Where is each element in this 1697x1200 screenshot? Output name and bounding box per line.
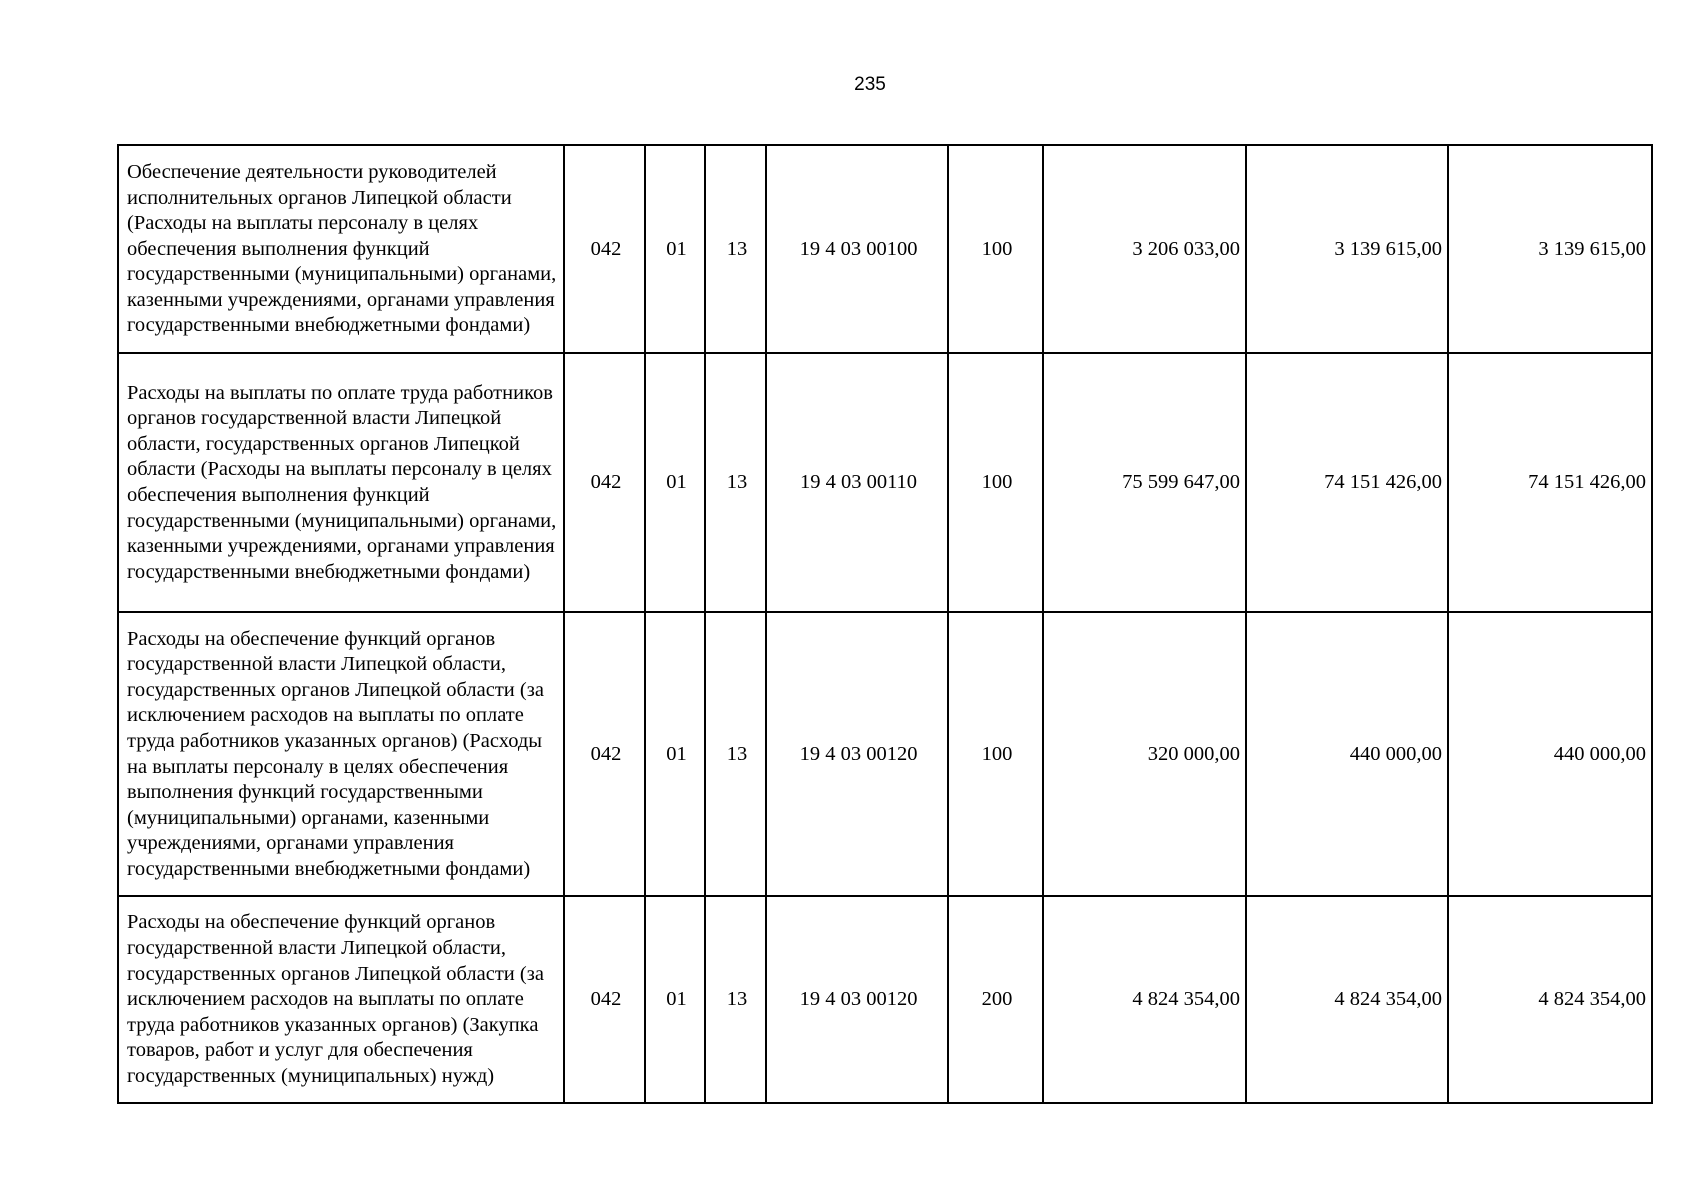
- grbs-code: 042: [564, 612, 645, 896]
- grbs-code: 042: [564, 896, 645, 1103]
- amount-year-2: 74 151 426,00: [1246, 353, 1448, 612]
- amount-year-1: 75 599 647,00: [1043, 353, 1246, 612]
- amount-year-1: 320 000,00: [1043, 612, 1246, 896]
- section-code: 01: [645, 612, 705, 896]
- target-article-code: 19 4 03 00120: [766, 612, 948, 896]
- subsection-code: 13: [705, 145, 766, 353]
- expense-description: Расходы на обеспечение функций органов государственной власти Липецкой области, государственных органов Липецкой области (за исключением расходов на выплаты по оплате труда работников указанных органов) (Расходы на выплаты персоналу в целях обеспечения выполнения функций государственными (муниципальными) органами, казенными учреждениями, органами управления государственными внебюджетными фондами): [118, 612, 564, 896]
- amount-year-2: 4 824 354,00: [1246, 896, 1448, 1103]
- subsection-code: 13: [705, 612, 766, 896]
- subsection-code: 13: [705, 353, 766, 612]
- table-row: [118, 896, 1652, 1103]
- amount-year-3: 4 824 354,00: [1448, 896, 1652, 1103]
- section-code: 01: [645, 353, 705, 612]
- table-row: [118, 353, 1652, 612]
- amount-year-1: 4 824 354,00: [1043, 896, 1246, 1103]
- expense-type-code: 100: [948, 612, 1043, 896]
- expense-description: Расходы на обеспечение функций органов государственной власти Липецкой области, государственных органов Липецкой области (за исключением расходов на выплаты по оплате труда работников указанных органов) (Закупка товаров, работ и услуг для обеспечения государственных (муниципальных) нужд): [118, 896, 564, 1103]
- amount-year-3: 74 151 426,00: [1448, 353, 1652, 612]
- expense-description: Обеспечение деятельности руководителей исполнительных органов Липецкой области (Расходы на выплаты персоналу в целях обеспечения выполнения функций государственными (муниципальными) органами, казенными учреждениями, органами управления государственными внебюджетными фондами): [118, 145, 564, 353]
- grbs-code: 042: [564, 145, 645, 353]
- section-code: 01: [645, 145, 705, 353]
- section-code: 01: [645, 896, 705, 1103]
- expense-type-code: 100: [948, 145, 1043, 353]
- amount-year-2: 3 139 615,00: [1246, 145, 1448, 353]
- target-article-code: 19 4 03 00100: [766, 145, 948, 353]
- table-row: [118, 612, 1652, 896]
- amount-year-2: 440 000,00: [1246, 612, 1448, 896]
- expense-description: Расходы на выплаты по оплате труда работников органов государственной власти Липецкой области, государственных органов Липецкой области (Расходы на выплаты персоналу в целях обеспечения выполнения функций государственными (муниципальными) органами, казенными учреждениями, органами управления государственными внебюджетными фондами): [118, 353, 564, 612]
- page-number: 235: [854, 74, 886, 95]
- amount-year-3: 3 139 615,00: [1448, 145, 1652, 353]
- amount-year-1: 3 206 033,00: [1043, 145, 1246, 353]
- table-row: [118, 145, 1652, 353]
- amount-year-3: 440 000,00: [1448, 612, 1652, 896]
- expense-type-code: 100: [948, 353, 1043, 612]
- subsection-code: 13: [705, 896, 766, 1103]
- grbs-code: 042: [564, 353, 645, 612]
- expense-type-code: 200: [948, 896, 1043, 1103]
- budget-table: [117, 144, 1653, 1104]
- target-article-code: 19 4 03 00120: [766, 896, 948, 1103]
- target-article-code: 19 4 03 00110: [766, 353, 948, 612]
